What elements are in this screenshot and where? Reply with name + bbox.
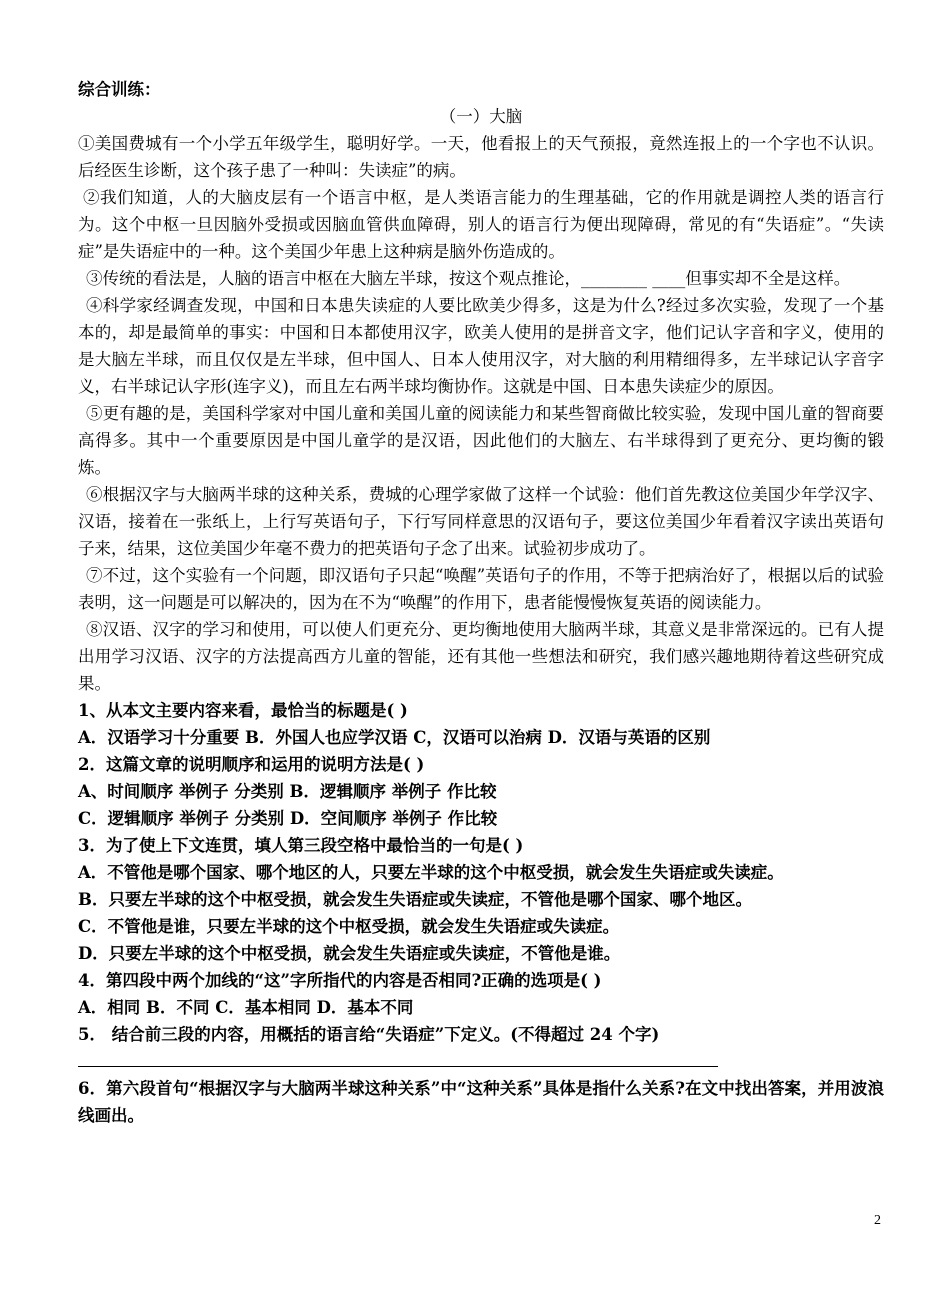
document-page [78, 76, 884, 1129]
question-2: 2．这篇文章的说明顺序和运用的说明方法是( ) [78, 755, 425, 774]
paragraph-1: ①美国费城有一个小学五年级学生，聪明好学。一天，他看报上的天气预报，竟然连报上的一个字也不认识。后经医生诊断，这个孩子患了一种叫：失读症”的病。 [78, 134, 884, 180]
question-6: 6．第六段首句“根据汉字与大脑两半球这种关系”中“这种关系”具体是指什么关系?在文中找出答案，并用波浪线画出。 [78, 1079, 884, 1125]
paragraph-6: ⑥根据汉字与大脑两半球的这种关系，费城的心理学家做了这样一个试验：他们首先教这位美国少年学汉字、汉语，接着在一张纸上，上行写英语句子，下行写同样意思的汉语句子，要这位美国少年看着汉字读出英语句子来，结果，这位美国少年毫不费力的把英语句子念了出来。试验初步成功了。 [78, 485, 884, 558]
section-heading: 综合训练： [78, 80, 161, 99]
question-3-option-c: C．不管他是谁，只要左半球的这个中枢受损，就会发生失语症或失读症。 [78, 917, 620, 936]
question-4: 4．第四段中两个加线的“这”字所指代的内容是否相同?正确的选项是( ) [78, 971, 602, 990]
paragraph-4: ④科学家经调查发现，中国和日本患失读症的人要比欧美少得多，这是为什么?经过多次实验，发现了一个基本的，却是最简单的事实：中国和日本都使用汉字，欧美人使用的是拼音文字，他们记认字音和字义，使用的是大脑左半球，而且仅仅是左半球，但中国人、日本人使用汉字，对大脑的利用精细得多，左半球记认字音字义，右半球记认字形(连字义)，而且左右两半球均衡协作。这就是中国、日本患失读症少的原因。 [78, 296, 884, 396]
page-number: 2 [874, 1213, 881, 1228]
paragraph-2: ②我们知道，人的大脑皮层有一个语言中枢，是人类语言能力的生理基础，它的作用就是调控人类的语言行为。这个中枢一旦因脑外受损或因脑血管供血障碍，别人的语言行为便出现障碍，常见的有“失语症”。“失读症”是失语症中的一种。这个美国少年患上这种病是脑外伤造成的。 [78, 188, 884, 261]
question-5: 5． 结合前三段的内容，用概括的语言给“失语症”下定义。(不得超过 24 个字) [78, 1025, 660, 1044]
question-3: 3．为了使上下文连贯，填人第三段空格中最恰当的一句是( ) [78, 836, 524, 855]
question-1-options: A．汉语学习十分重要 B．外国人也应学汉语 C，汉语可以治病 D．汉语与英语的区别 [78, 728, 711, 747]
paragraph-3: ③传统的看法是，人脑的语言中枢在大脑左半球，按这个观点推论，________ ____但事实却不全是这样。 [86, 269, 851, 288]
paragraph-7: ⑦不过，这个实验有一个问题，即汉语句子只起“唤醒”英语句子的作用，不等于把病治好了，根据以后的试验表明，这一问题是可以解决的，因为在不为“唤醒”的作用下，患者能慢慢恢复英语的阅读能力。 [78, 566, 884, 612]
question-4-options: A．相同 B．不同 C．基本相同 D．基本不同 [78, 998, 414, 1017]
question-3-option-d: D．只要左半球的这个中枢受损，就会发生失语症或失读症，不管他是谁。 [78, 944, 621, 963]
question-2-options-cd: C．逻辑顺序 举例子 分类别 D．空间顺序 举例子 作比较 [78, 809, 498, 828]
passage-title: （一）大脑 [439, 107, 523, 126]
paragraph-8: ⑧汉语、汉字的学习和使用，可以使人们更充分、更均衡地使用大脑两半球，其意义是非常深远的。已有人提出用学习汉语、汉字的方法提高西方儿童的智能，还有其他一些想法和研究，我们感兴趣地期待着这些研究成果。 [78, 620, 884, 693]
question-3-option-b: B．只要左半球的这个中枢受损，就会发生失语症或失读症，不管他是哪个国家、哪个地区。 [78, 890, 752, 909]
paragraph-5: ⑤更有趣的是，美国科学家对中国儿童和美国儿童的阅读能力和某些智商做比较实验，发现中国儿童的智商要高得多。其中一个重要原因是中国儿童学的是汉语，因此他们的大脑左、右半球得到了更充分、更均衡的锻炼。 [78, 404, 884, 477]
question-1: 1、从本文主要内容来看，最恰当的标题是( ) [78, 701, 408, 720]
question-3-option-a: A．不管他是哪个国家、哪个地区的人，只要左半球的这个中枢受损，就会发生失语症或失读症。 [78, 863, 784, 882]
answer-line [78, 1048, 718, 1067]
question-2-options-ab: A、时间顺序 举例子 分类别 B．逻辑顺序 举例子 作比较 [78, 782, 497, 801]
